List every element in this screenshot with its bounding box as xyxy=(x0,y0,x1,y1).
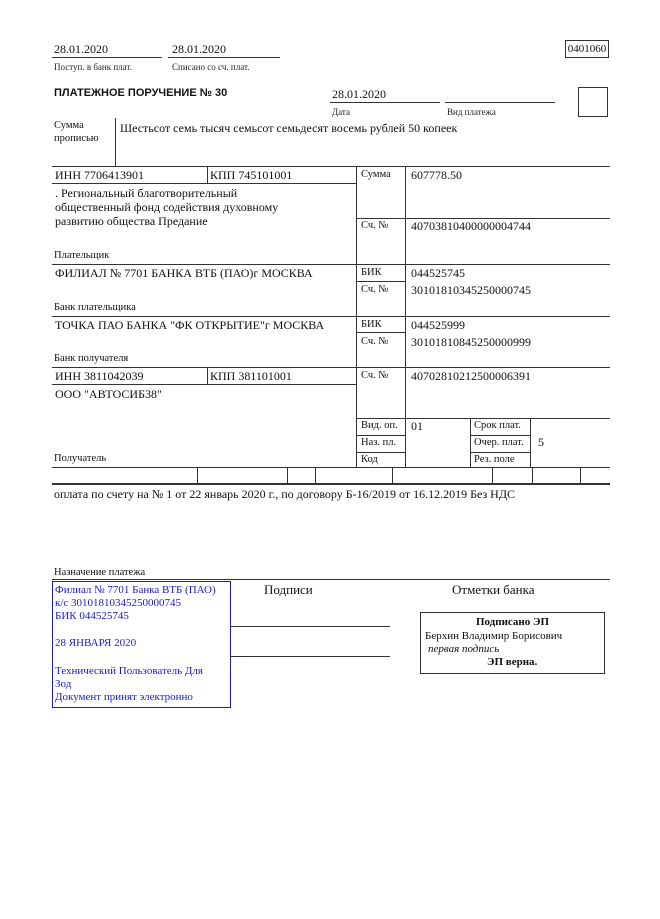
signature-verified: ЭП верна. xyxy=(487,656,538,668)
divider xyxy=(52,384,356,385)
divider xyxy=(52,166,610,167)
payer-name: общественный фонд содействия духовному xyxy=(55,200,279,214)
payment-purpose: оплата по счету на № 1 от 22 январь 2020 г., по договору Б-16/2019 от 16.12.2019 Без НДС xyxy=(54,487,516,501)
stamp-line: БИК 044525745 xyxy=(55,610,129,622)
divider xyxy=(356,281,405,282)
signer-role: первая подпись xyxy=(428,643,500,655)
divider xyxy=(52,367,610,368)
priority: 5 xyxy=(538,435,544,449)
divider xyxy=(315,467,316,483)
divider xyxy=(52,316,610,317)
code-label: Код xyxy=(361,454,378,465)
payer-account-label: Сч. № xyxy=(361,220,389,231)
signature-line xyxy=(230,656,390,657)
payer-name: . Региональный благотворительный xyxy=(55,186,238,200)
divider xyxy=(356,452,405,453)
signed-label: Подписано ЭП xyxy=(475,616,550,628)
stamp-line: Зод xyxy=(55,678,72,690)
amount-label: Сумма xyxy=(361,169,391,180)
payer-kpp: КПП 745101001 xyxy=(210,168,293,182)
payment-type-label: Вид платежа xyxy=(447,107,496,117)
divider xyxy=(52,183,356,184)
deadline-label: Срок плат. xyxy=(474,420,521,431)
op-type: 01 xyxy=(411,419,423,433)
stamp-line: к/с 30101810345250000745 xyxy=(55,597,182,609)
divider xyxy=(392,467,393,483)
divider xyxy=(52,264,610,265)
divider xyxy=(492,467,493,483)
divider xyxy=(445,102,555,103)
debited-date: 28.01.2020 xyxy=(172,42,226,56)
signature-line xyxy=(230,626,390,627)
divider xyxy=(52,483,610,485)
payer-account: 40703810400000004744 xyxy=(411,219,531,233)
purpose-label: Назначение платежа xyxy=(54,567,146,578)
page-title: ПЛАТЕЖНОЕ ПОРУЧЕНИЕ № 30 xyxy=(54,87,228,99)
op-type-label: Вид. оп. xyxy=(361,420,398,431)
divider xyxy=(330,102,440,103)
divider xyxy=(470,418,471,467)
priority-label: Очер. плат. xyxy=(474,437,524,448)
payer-bank-acc-label: Сч. № xyxy=(361,284,389,295)
received-label: Поступ. в банк плат. xyxy=(54,62,132,72)
debited-label: Списано со сч. плат. xyxy=(172,62,250,72)
signer-name: Берхин Владимир Борисович xyxy=(425,630,563,642)
date-label: Дата xyxy=(332,107,350,117)
divider xyxy=(530,418,531,467)
stamp-line: 28 ЯНВАРЯ 2020 xyxy=(55,637,137,649)
amount-value: 607778.50 xyxy=(411,168,462,182)
payee-bank-acc-label: Сч. № xyxy=(361,336,389,347)
stamp-line: Филиал № 7701 Банка ВТБ (ПАО) xyxy=(55,584,216,596)
divider xyxy=(356,435,405,436)
purpose-code-label: Наз. пл. xyxy=(361,437,397,448)
divider xyxy=(356,418,610,419)
payee-label: Получатель xyxy=(54,453,107,464)
divider xyxy=(532,467,533,483)
stamp-line: Технический Пользователь Для xyxy=(55,665,203,677)
payee-acc-label: Сч. № xyxy=(361,370,389,381)
payer-bank-acc: 30101810345250000745 xyxy=(411,283,531,297)
payee-bank-label: Банк получателя xyxy=(54,353,129,364)
reserved-label: Рез. поле xyxy=(474,454,515,465)
payee-bik: 044525999 xyxy=(411,318,465,332)
date-value: 28.01.2020 xyxy=(332,87,386,101)
payer-bank-name: ФИЛИАЛ № 7701 БАНКА ВТБ (ПАО)г МОСКВА xyxy=(55,266,313,280)
stamp-line: Документ принят электронно xyxy=(55,691,193,703)
signatures-label: Подписи xyxy=(264,582,313,597)
payee-acc: 40702810212500006391 xyxy=(411,369,531,383)
divider xyxy=(197,467,198,483)
amount-words: Шестьсот семь тысяч семьсот семьдесят восемь рублей 50 копеек xyxy=(120,121,458,135)
amount-words-label: Сумма xyxy=(54,120,84,131)
form-code: 0401060 xyxy=(565,40,609,58)
divider xyxy=(207,367,208,384)
payer-bik: 044525745 xyxy=(411,266,465,280)
divider xyxy=(470,435,530,436)
payee-kpp: КПП 381101001 xyxy=(210,369,292,383)
divider xyxy=(168,57,280,58)
payer-name: развитию общества Предание xyxy=(55,214,208,228)
payee-inn: ИНН 3811042039 xyxy=(55,369,144,383)
payer-inn: ИНН 7706413901 xyxy=(55,168,144,182)
payee-bank-name: ТОЧКА ПАО БАНКА "ФК ОТКРЫТИЕ"г МОСКВА xyxy=(55,318,325,332)
payment-status-box xyxy=(578,87,608,117)
payer-bik-label: БИК xyxy=(361,267,382,278)
divider xyxy=(52,57,162,58)
payee-bank-acc: 30101810845250000999 xyxy=(411,335,531,349)
received-date: 28.01.2020 xyxy=(54,42,108,56)
payee-bik-label: БИК xyxy=(361,319,382,330)
divider xyxy=(52,579,610,580)
payer-label: Плательщик xyxy=(54,250,110,261)
divider xyxy=(470,452,530,453)
divider xyxy=(207,166,208,183)
bank-marks-label: Отметки банка xyxy=(452,582,535,597)
divider xyxy=(356,332,405,333)
divider xyxy=(115,118,116,166)
divider xyxy=(287,467,288,483)
payee-name: ООО "АВТОСИБ38" xyxy=(55,387,162,401)
divider xyxy=(52,467,610,468)
payer-bank-label: Банк плательщика xyxy=(54,302,136,313)
divider xyxy=(580,467,581,483)
amount-words-label: прописью xyxy=(54,133,99,144)
